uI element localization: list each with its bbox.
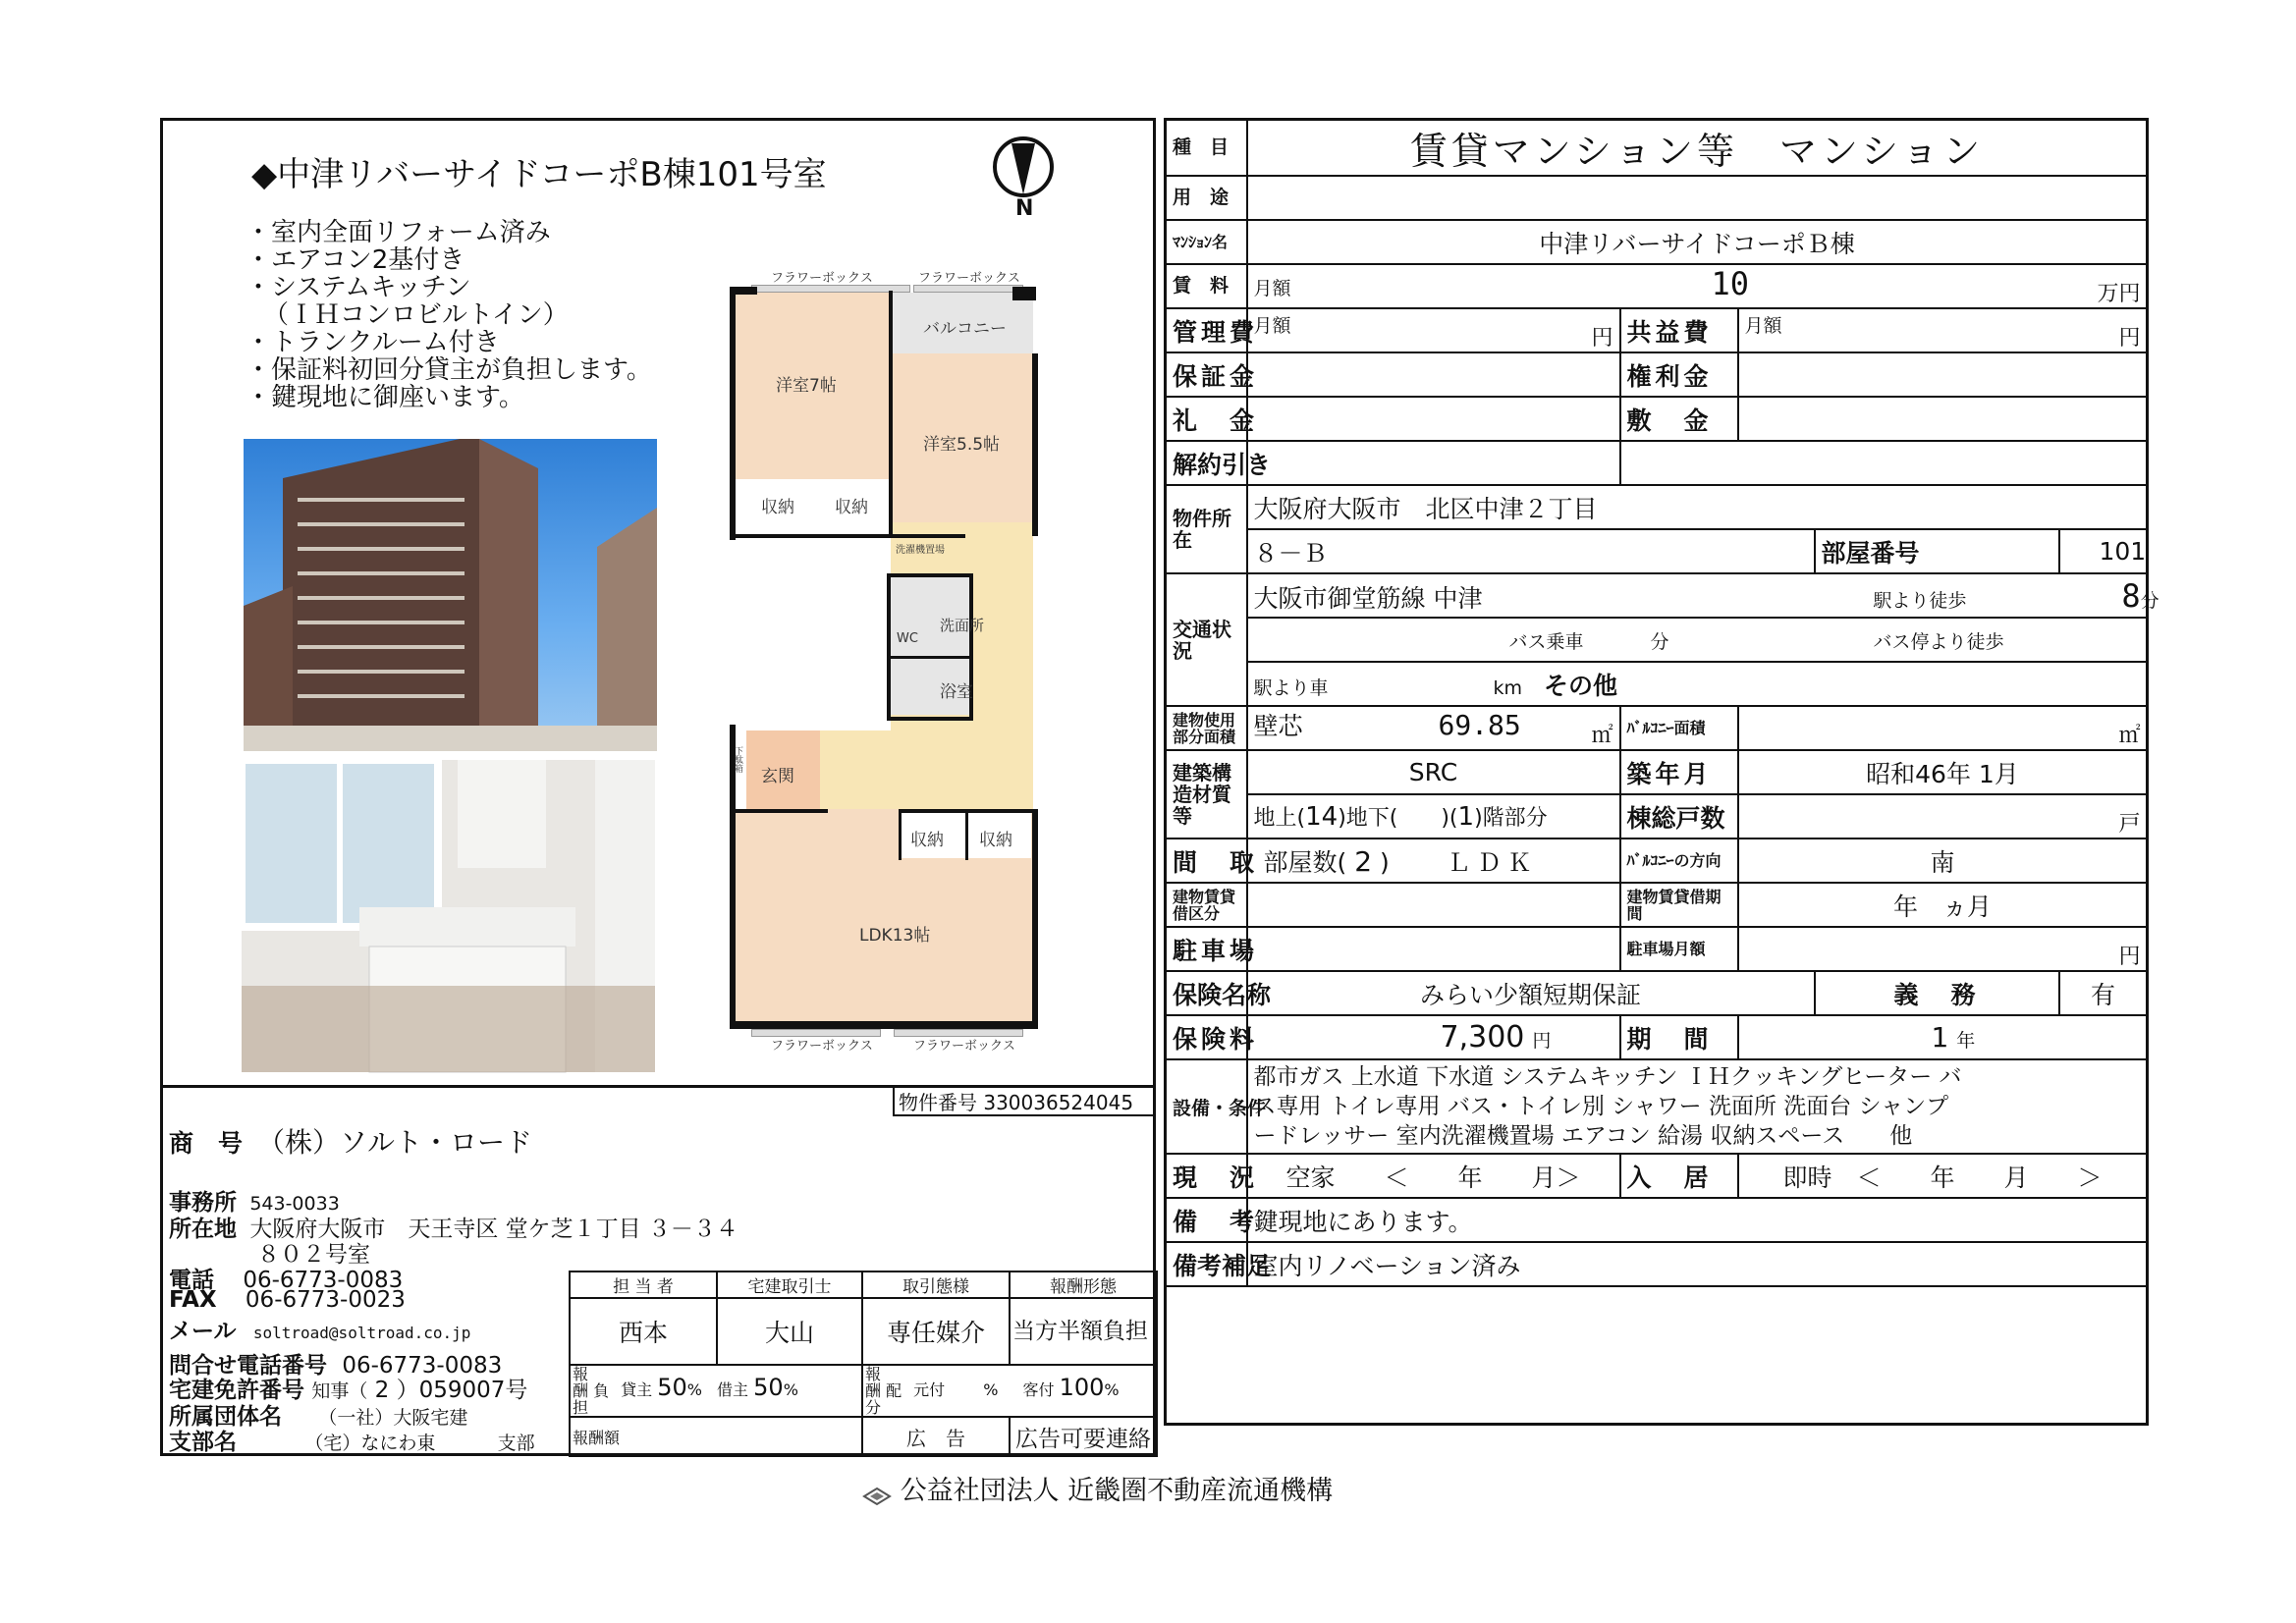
storage-label: 収納 <box>761 498 794 517</box>
unit-suffix: 戸 <box>2118 812 2141 837</box>
remarks-supplement: 室内リノベーション済み <box>1247 1242 2148 1286</box>
compass-label: N <box>1015 196 1034 221</box>
deposit-value <box>1247 352 1620 397</box>
feature-item: ・鍵現地に御座います。 <box>246 383 524 412</box>
bus-minute-unit: 分 <box>1650 631 1669 653</box>
room-number: 101 <box>2059 529 2148 573</box>
sqm-unit: ㎡ <box>1591 724 1613 748</box>
insurance-fee <box>1247 1015 1620 1059</box>
bus-label: バス乗車 <box>1508 631 1584 653</box>
company-name: （株）ソルト・ロード <box>257 1126 533 1159</box>
equipment-list <box>1247 1059 2148 1154</box>
move-in: 即時 ＜ 年 月 ＞ <box>1738 1154 2148 1198</box>
building-photo <box>244 439 657 751</box>
lessee-pct: 50 <box>753 1374 784 1401</box>
balcony-direction: 南 <box>1738 839 2148 883</box>
pct-sign: % <box>1104 1380 1120 1399</box>
total-units-label: 棟総戸数 <box>1620 794 1738 839</box>
storage-label: 収納 <box>835 498 868 517</box>
management-fee <box>1247 308 1620 352</box>
parking-fee-label: 駐車場月額 <box>1620 927 1738 971</box>
security-deposit-label: 敷 金 <box>1620 397 1738 441</box>
branch-label: 支部名 <box>169 1430 237 1455</box>
parking-label: 駐車場 <box>1166 927 1247 971</box>
rent-monthly-label: 月額 <box>1253 278 1291 299</box>
property-type: 賃貸マンション等 マンション <box>1247 120 2148 177</box>
transport-line <box>1247 573 2159 618</box>
agent-broker-header: 宅建取引士 <box>717 1271 862 1298</box>
feature-list <box>246 219 652 411</box>
location-label: 物件所在 <box>1166 485 1247 573</box>
common-fee-label: 共益費 <box>1620 308 1738 352</box>
fee-dist-label: 報 酬 配 分 <box>865 1365 918 1417</box>
floor-area-value: 69.85 <box>1438 709 1521 741</box>
balcony-direction-label: ﾊﾞﾙｺﾆｰの方向 <box>1620 839 1738 883</box>
agent-fee: 当方半額負担 <box>1010 1298 1157 1365</box>
floor-plan <box>722 263 1051 1054</box>
deposit-label: 保証金 <box>1166 352 1247 397</box>
car-label: 駅より車 <box>1253 676 1329 699</box>
yen-unit: 円 <box>2118 945 2141 969</box>
built-date: 昭和46年 1月 <box>1738 750 2148 794</box>
minute-unit: 分 <box>2140 589 2159 612</box>
floor-info <box>1247 794 1620 839</box>
mgmt-monthly-label: 月額 <box>1253 315 1291 337</box>
floor-area-label: 建物使用部分面積 <box>1166 706 1247 750</box>
cancellation-label: 解約引き <box>1166 441 1247 485</box>
fax-row <box>169 1287 406 1313</box>
branch-row <box>169 1424 535 1456</box>
feature-item: ・トランクルーム付き <box>246 328 500 357</box>
feature-item: （ＩＨコンロビルトイン） <box>263 300 569 330</box>
property-number <box>893 1087 1156 1116</box>
client-label: 客付 <box>1022 1380 1055 1399</box>
lessee-label: 借主 <box>717 1380 749 1399</box>
lease-period: 年 ヵ月 <box>1738 883 2148 927</box>
transport-label: 交通状況 <box>1166 573 1247 706</box>
gift-money-label: 礼 金 <box>1166 397 1247 441</box>
address-label: 所在地 <box>169 1217 237 1242</box>
transport-car <box>1247 662 2148 706</box>
remarks-supplement-label: 備考補足 <box>1166 1242 1247 1286</box>
ldk-label: LDK13帖 <box>859 926 931 946</box>
lease-period-label: 建物賃貸借期間 <box>1620 883 1738 927</box>
floors-above: 14 <box>1305 802 1339 832</box>
floor-part-suffix: )階部分 <box>1474 806 1548 831</box>
parking-fee <box>1738 927 2148 971</box>
company-tel: 06-6773-0083 <box>243 1268 404 1293</box>
license-num: 2 <box>374 1378 390 1403</box>
remarks-label: 備 考 <box>1166 1198 1247 1242</box>
layout-type: ＬＤＫ <box>1446 847 1538 877</box>
km-unit: km <box>1493 676 1522 699</box>
location-block: ８－Ｂ <box>1247 529 1815 573</box>
balcony-area <box>1738 706 2148 750</box>
insurance-name-label: 保険名称 <box>1166 971 1247 1015</box>
parking-value <box>1247 927 1620 971</box>
lease-type <box>1247 883 1620 927</box>
kitchen-photo <box>242 760 655 1072</box>
floor-area <box>1247 706 1620 750</box>
pct-sign: % <box>783 1380 798 1399</box>
western-room-7-label: 洋室7帖 <box>776 376 837 396</box>
duty-label: 義 務 <box>1815 971 2059 1015</box>
equipment-line: ードレッサー 室内洗濯機置場 エアコン 給湯 収納スペース 他 <box>1253 1123 1913 1149</box>
blank-area <box>1166 1286 2148 1424</box>
license-label: 宅建免許番号 <box>169 1378 304 1403</box>
security-deposit-value <box>1738 397 2148 441</box>
license-prefix: 知事（ <box>311 1380 368 1402</box>
feature-item: ・保証料初回分貸主が負担します。 <box>246 355 652 385</box>
balcony-label: バルコニー <box>923 319 1007 339</box>
rooms-suffix: ) <box>1380 847 1390 877</box>
walk-label: 駅より徒歩 <box>1873 589 1967 612</box>
mansion-name: 中津リバーサイドコーポＢ棟 <box>1247 220 2148 264</box>
room-count: 2 <box>1354 844 1373 878</box>
storage-label: 収納 <box>910 831 944 850</box>
flower-box-label: フラワーボックス <box>913 1039 1015 1054</box>
license-number: ）059007号 <box>396 1378 528 1403</box>
lessor-label: 貸主 <box>621 1380 653 1399</box>
ad-status: 広告可要連絡 <box>1010 1417 1157 1456</box>
agent-person-header: 担 当 者 <box>570 1271 717 1298</box>
floors-above-prefix: 地上( <box>1253 806 1306 831</box>
key-money-value <box>1738 352 2148 397</box>
use-label: 用 途 <box>1166 176 1247 220</box>
assoc-label: 所属団体名 <box>169 1404 282 1430</box>
fee-distribution <box>862 1365 1157 1417</box>
floors-below-text: )地下( )( <box>1338 806 1458 831</box>
company-name-label: 商 号 <box>169 1129 244 1158</box>
use-value <box>1247 176 2148 220</box>
agent-broker: 大山 <box>717 1298 862 1365</box>
association-name: 公益社団法人 近畿圏不動産流通機構 <box>900 1476 1334 1506</box>
branch-suffix: 支部 <box>497 1433 535 1454</box>
cancellation-value <box>1247 441 1620 485</box>
feature-item: ・室内全面リフォーム済み <box>246 218 551 247</box>
agent-person: 西本 <box>570 1298 717 1365</box>
agent-table <box>569 1271 1158 1457</box>
tel-label: 電話 <box>169 1268 214 1293</box>
wc-label: WC <box>897 631 918 646</box>
structure-value: SRC <box>1247 750 1620 794</box>
station-line: 大阪市御堂筋線 中津 <box>1253 583 1483 613</box>
bus-stop-label: バス停より徒歩 <box>1873 631 2004 653</box>
western-room-5-label: 洋室5.5帖 <box>923 435 1001 455</box>
floor-part: 1 <box>1457 802 1475 832</box>
remarks: 鍵現地にあります。 <box>1247 1198 2148 1242</box>
flower-box-label: フラワーボックス <box>771 271 873 286</box>
property-number-label: 物件番号 <box>899 1091 977 1114</box>
cancellation-extra <box>1620 441 2148 485</box>
laundry-label: 洗濯機置場 <box>896 545 945 556</box>
association-logo-icon <box>862 1483 892 1502</box>
equipment-label: 設備・条件 <box>1166 1059 1247 1154</box>
listing-title: ◆中津リバーサイドコーポB棟101号室 <box>251 155 827 194</box>
total-units <box>1738 794 2148 839</box>
flower-box-label: フラワーボックス <box>771 1039 873 1054</box>
period-label: 期 間 <box>1620 1015 1738 1059</box>
ad-label: 広 告 <box>862 1417 1010 1456</box>
key-money-label: 権利金 <box>1620 352 1738 397</box>
mansion-name-label: ﾏﾝｼｮﾝ名 <box>1166 220 1247 264</box>
yen-unit: 円 <box>1532 1030 1552 1052</box>
origin-label: 元付 <box>913 1380 946 1399</box>
move-in-label: 入 居 <box>1620 1154 1738 1198</box>
address-row <box>169 1211 738 1243</box>
assoc-name: （一社）大阪宅建 <box>318 1407 468 1429</box>
office-label: 事務所 <box>169 1190 237 1216</box>
insurance-period <box>1738 1015 2148 1059</box>
yen-unit: 円 <box>2118 326 2141 351</box>
lease-type-label: 建物賃貸借区分 <box>1166 883 1247 927</box>
feature-item: ・システムキッチン <box>246 273 471 302</box>
layout-label: 間 取 <box>1166 839 1247 883</box>
rooms-prefix: 部屋数( <box>1263 847 1347 877</box>
yen-unit: 円 <box>1591 326 1613 351</box>
agent-type-header: 取引態様 <box>862 1271 1010 1298</box>
insurance-fee-label: 保険料 <box>1166 1015 1247 1059</box>
compass-icon <box>992 135 1055 224</box>
inquiry-label: 問合せ電話番号 <box>169 1353 327 1379</box>
period-value: 1 <box>1931 1021 1949 1054</box>
entrance-label: 玄関 <box>761 767 794 786</box>
company-mail: soltroad@soltroad.co.jp <box>252 1324 471 1342</box>
rent-value: 10 <box>1711 265 1749 302</box>
balcony-area-label: ﾊﾞﾙｺﾆｰ面積 <box>1620 706 1738 750</box>
location-address: 大阪府大阪市 北区中津２丁目 <box>1247 485 2148 529</box>
company-address-2: ８０２号室 <box>257 1242 370 1268</box>
agent-type: 専任媒介 <box>862 1298 1010 1365</box>
storage-label: 収納 <box>979 831 1012 850</box>
fee-amount <box>570 1417 862 1456</box>
footer <box>862 1469 1333 1507</box>
common-fee <box>1738 308 2148 352</box>
equipment-line: 都市ガス 上水道 下水道 システムキッチン ＩＨクッキングヒーター バ <box>1253 1064 1962 1090</box>
built-label: 築年月 <box>1620 750 1738 794</box>
mail-row <box>169 1313 470 1345</box>
agent-fee-header: 報酬形態 <box>1010 1271 1157 1298</box>
mail-label: メール <box>169 1319 237 1344</box>
feature-item: ・エアコン2基付き <box>246 245 465 275</box>
walk-minutes: 8 <box>2121 576 2141 615</box>
rent-label: 賃 料 <box>1166 264 1247 308</box>
year-unit: 年 <box>1956 1030 1976 1052</box>
insurance-name: みらい少額短期保証 <box>1247 971 1815 1015</box>
insurance-fee-value: 7,300 <box>1440 1020 1525 1055</box>
shoebox-label: 下駄箱 <box>733 746 742 773</box>
common-monthly-label: 月額 <box>1744 315 1782 337</box>
lessor-pct: 50 <box>657 1374 687 1401</box>
rent-cell <box>1247 264 2148 308</box>
transport-bus <box>1247 618 2148 662</box>
company-fax: 06-6773-0023 <box>245 1287 406 1313</box>
company-address: 大阪府大阪市 天王寺区 堂ケ芝１丁目 ３－３４ <box>249 1217 738 1242</box>
duty-value: 有 <box>2059 971 2148 1015</box>
washroom-label: 洗面所 <box>940 617 985 634</box>
branch-name: （宅）なにわ東 <box>304 1433 436 1454</box>
client-pct: 100 <box>1059 1374 1105 1401</box>
fax-label: FAX <box>169 1287 217 1313</box>
type-label: 種 目 <box>1166 120 1247 177</box>
fee-amount-label: 報酬額 <box>573 1428 621 1447</box>
status-label: 現 況 <box>1166 1154 1247 1198</box>
other-label: その他 <box>1543 671 1617 700</box>
fee-burden <box>570 1365 862 1417</box>
flower-box-label: フラワーボックス <box>918 271 1020 286</box>
pct-sign: % <box>686 1380 702 1399</box>
bath-label: 浴室 <box>940 682 973 702</box>
layout-value <box>1247 839 1620 883</box>
postal-code: 543-0033 <box>249 1193 340 1215</box>
property-number-value: 330036524045 <box>983 1091 1134 1114</box>
gift-money-value <box>1247 397 1620 441</box>
inquiry-tel: 06-6773-0083 <box>342 1353 503 1379</box>
wall-center-label: 壁芯 <box>1253 712 1303 740</box>
property-detail-table <box>1164 118 2159 1426</box>
sqm-unit: ㎡ <box>2118 724 2141 748</box>
management-fee-label: 管理費 <box>1166 308 1247 352</box>
current-status: 空家 ＜ 年 月＞ <box>1247 1154 1620 1198</box>
structure-label: 建築構造材質等 <box>1166 750 1247 839</box>
equipment-line: ス専用 トイレ専用 バス・トイレ別 シャワー 洗面所 洗面台 シャンプ <box>1253 1094 1949 1119</box>
pct-sign: % <box>983 1380 999 1399</box>
rent-unit: 万円 <box>2097 282 2141 306</box>
room-number-label: 部屋番号 <box>1815 529 2059 573</box>
fee-burden-label: 報 酬 負 担 <box>573 1365 626 1417</box>
